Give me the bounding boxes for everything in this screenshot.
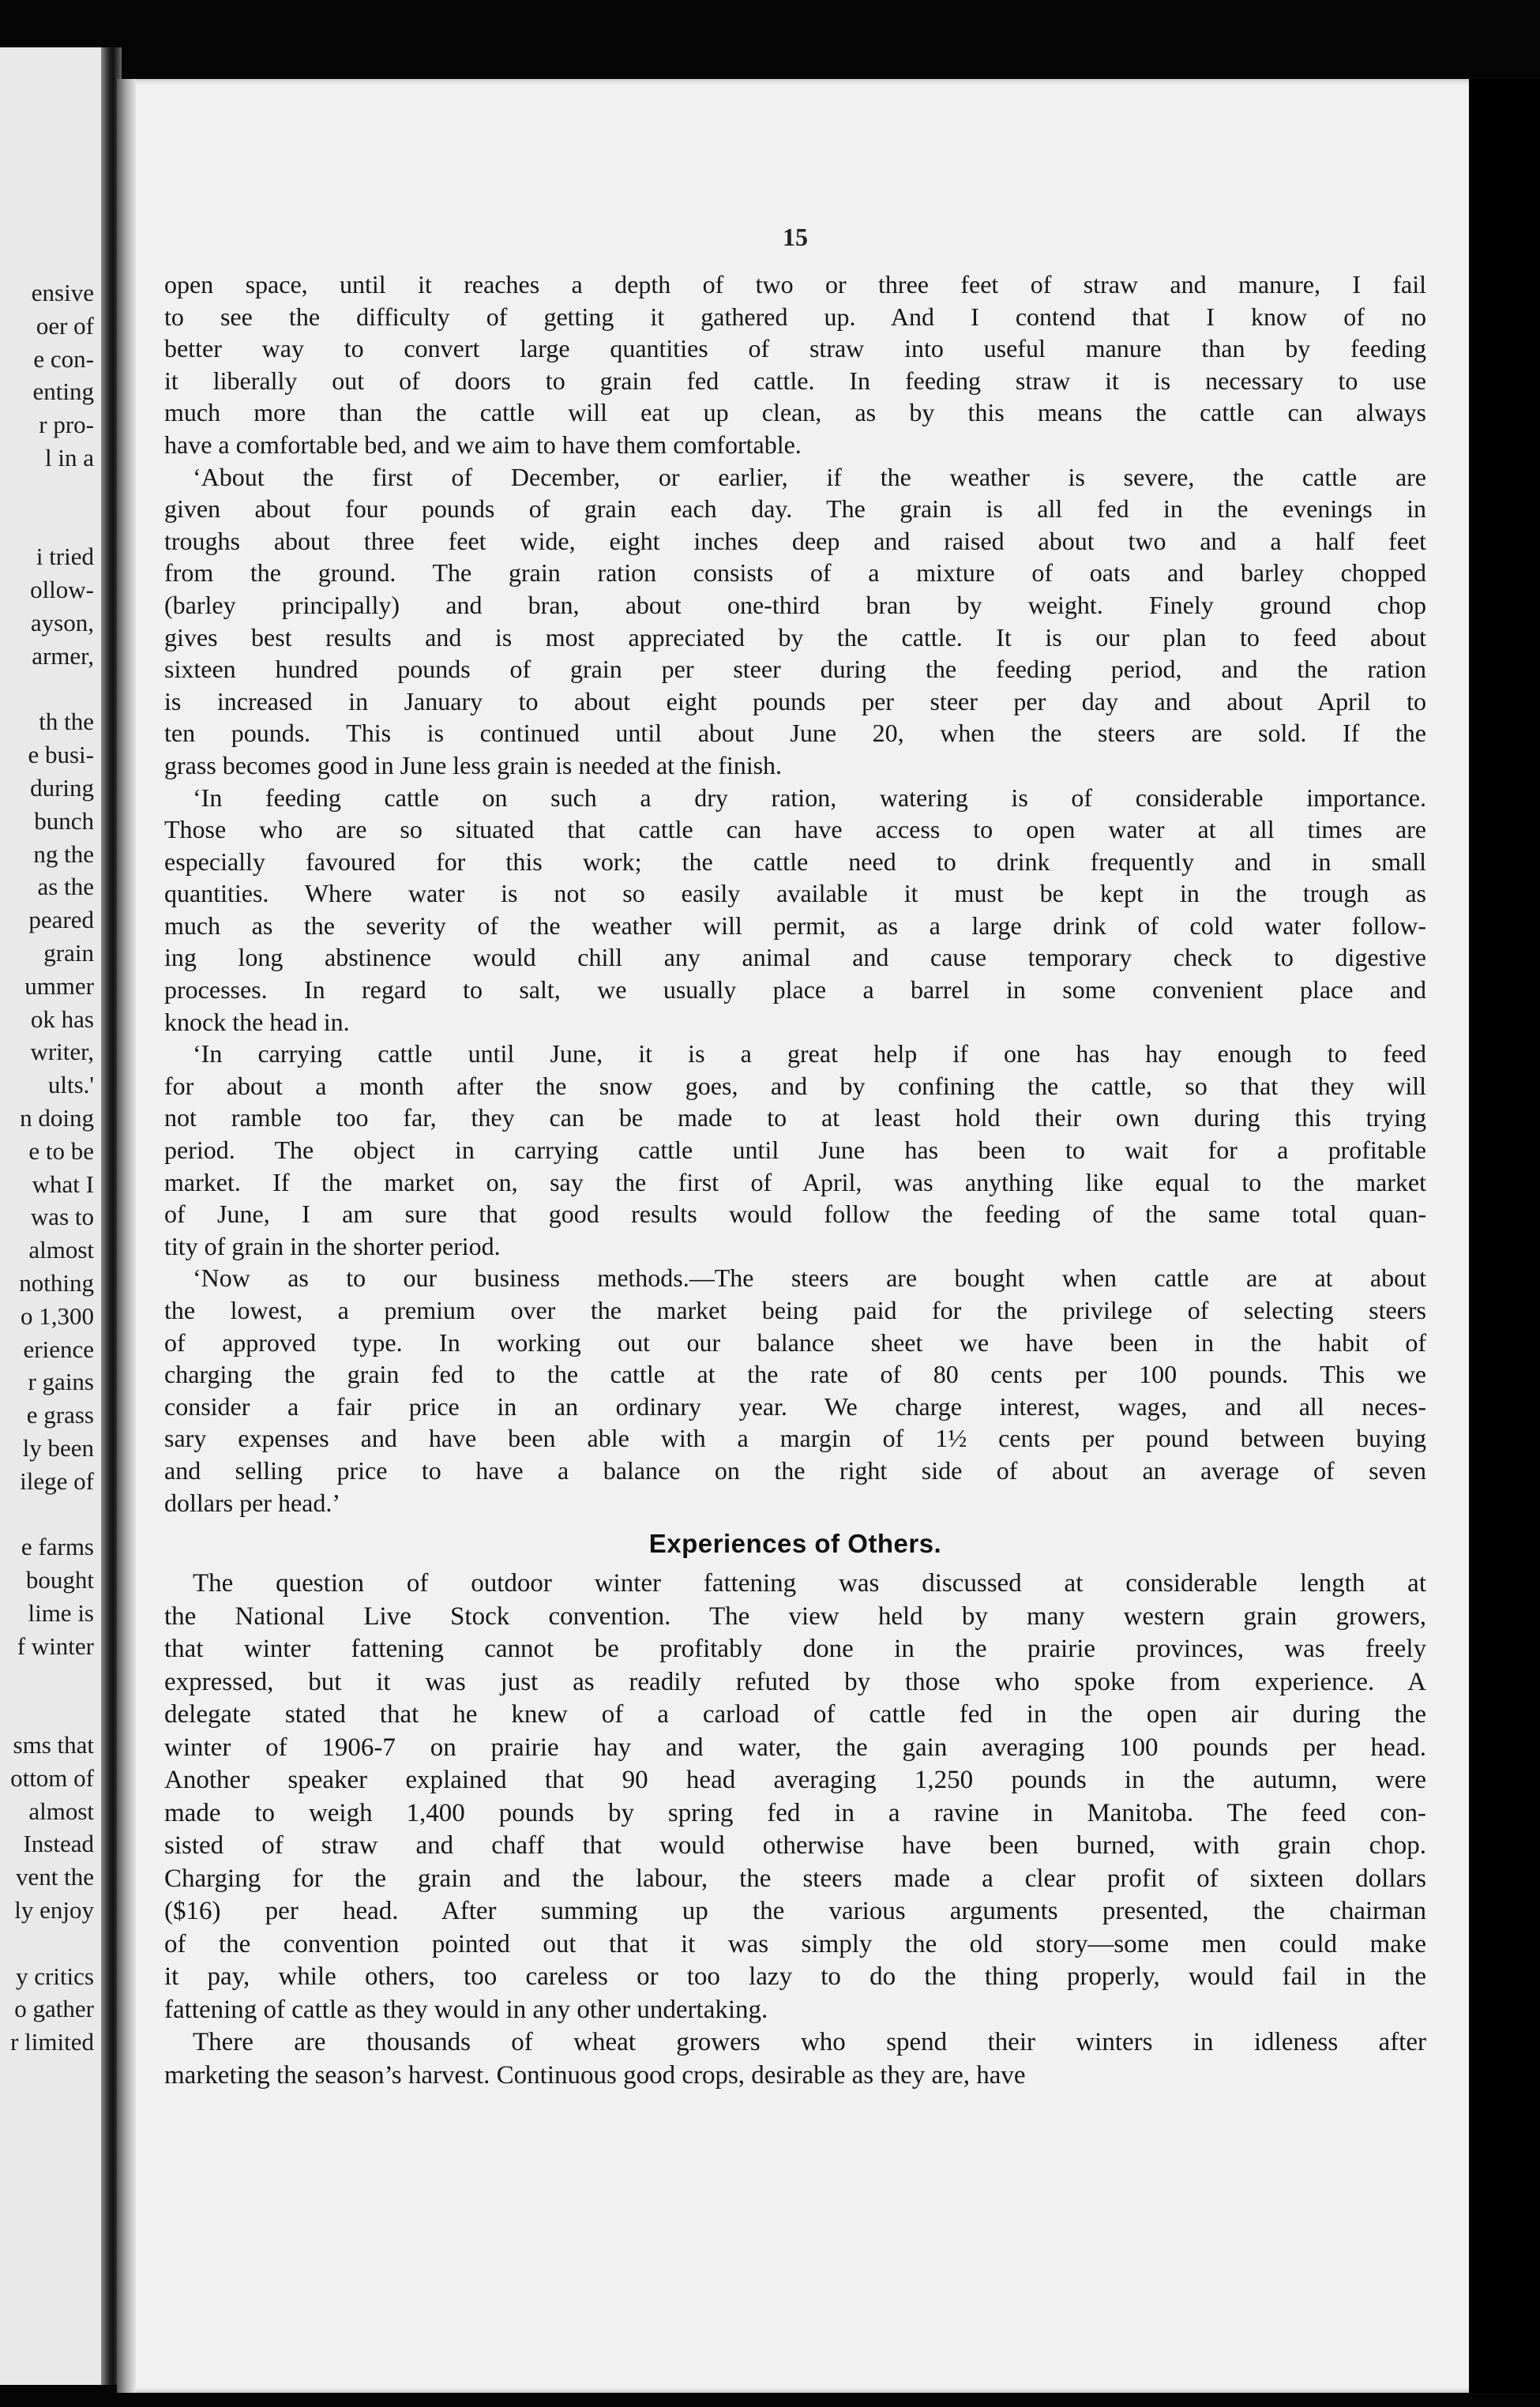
- fragment-line: th the: [39, 708, 94, 736]
- fragment-line: ollow-: [30, 576, 94, 604]
- fragment-line: vent the: [16, 1863, 94, 1891]
- text-line: ing long abstinence would chill any animal and cause temporary check to digestive: [164, 943, 1426, 972]
- text-line: that winter fattening cannot be profitably done in the prairie provinces, was freely: [164, 1635, 1426, 1664]
- fragment-line: was to: [30, 1203, 94, 1231]
- text-line: (barley principally) and bran, about one-third bran by weight. Finely ground chop: [164, 590, 1426, 619]
- fragment-line: ummer: [24, 971, 94, 1000]
- fragment-line: Instead: [23, 1830, 94, 1858]
- previous-page-text: [0, 276, 94, 2059]
- text-line: from the ground. The grain ration consists of a mixture of oats and barley chopped: [164, 558, 1426, 588]
- text-line: winter of 1906-7 on prairie hay and water, the gain averaging 100 pounds per head.: [164, 1733, 1426, 1762]
- fragment-line: enting: [32, 377, 94, 406]
- text-line: fattening of cattle as they would in any other undertaking.: [164, 1995, 768, 2024]
- text-line: it pay, while others, too careless or too lazy to do the thing properly, would fail in the: [164, 1962, 1426, 1992]
- paragraph: [164, 2026, 1426, 2092]
- fragment-line: e farms: [21, 1533, 94, 1561]
- page-body: [164, 268, 1426, 2092]
- fragment-line: r limited: [10, 2028, 94, 2056]
- paragraph: [164, 268, 1426, 461]
- fragment-line: what I: [32, 1170, 94, 1198]
- text-line: delegate stated that he knew of a carload of cattle fed in the open air during the: [164, 1700, 1426, 1729]
- fragment-line: i tried: [36, 543, 94, 571]
- fragment-line: f winter: [17, 1632, 94, 1660]
- fragment-line: l in a: [45, 443, 94, 471]
- fragment-line: [0, 1695, 94, 1729]
- text-line: sisted of straw and chaff that would otherwise have been burned, with grain chop.: [164, 1831, 1426, 1861]
- text-line: The question of outdoor winter fattening was discussed at considerable length at: [193, 1569, 1426, 1598]
- fragment-line: lime is: [28, 1598, 94, 1627]
- text-line: open space, until it reaches a depth of two or three feet of straw and manure, I fail: [164, 270, 1426, 299]
- text-line: processes. In regard to salt, we usually place a barrel in some convenient place and: [164, 975, 1426, 1004]
- section-experiences-of-others: [164, 1568, 1426, 2092]
- fragment-line: e grass: [26, 1401, 94, 1429]
- paragraph: [164, 1262, 1426, 1519]
- fragment-line: almost: [28, 1797, 94, 1825]
- fragment-line: o gather: [14, 1995, 94, 2023]
- fragment-line: e to be: [28, 1136, 94, 1165]
- text-line: much as the severity of the weather will permit, as a large drink of cold water follow-: [164, 911, 1426, 940]
- scan-background: [1469, 79, 1540, 2393]
- fragment-line: [0, 1927, 94, 1960]
- text-line: troughs about three feet wide, eight inches deep and raised about two and a half feet: [164, 526, 1426, 555]
- fragment-line: nothing: [19, 1268, 94, 1297]
- text-line: charging the grain fed to the cattle at the rate of 80 cents per 100 pounds. This we: [164, 1360, 1426, 1389]
- text-line: tity of grain in the shorter period.: [164, 1231, 501, 1260]
- text-line: Another speaker explained that 90 head averaging 1,250 pounds in the autumn, were: [164, 1766, 1426, 1795]
- fragment-line: ilege of: [20, 1466, 94, 1495]
- fragment-line: e con-: [33, 344, 94, 373]
- section-business-methods: [164, 268, 1426, 1519]
- text-line: made to weigh 1,400 pounds by spring fed in a ravine in Manitoba. The feed con-: [164, 1798, 1426, 1827]
- fragment-line: grain: [43, 938, 94, 967]
- text-line: and selling price to have a balance on the right side of about an average of seven: [164, 1455, 1426, 1485]
- book-page: [117, 79, 1469, 2393]
- text-line: the National Live Stock convention. The view held by many western grain growers,: [164, 1602, 1426, 1631]
- text-line: to see the difficulty of getting it gathered up. And I contend that I know of no: [164, 302, 1426, 331]
- text-line: especially favoured for this work; the cattle need to drink frequently and in small: [164, 847, 1426, 876]
- fragment-line: sms that: [13, 1731, 94, 1759]
- text-line: knock the head in.: [164, 1007, 350, 1036]
- text-line: have a comfortable bed, and we aim to have them comfortable.: [164, 430, 802, 459]
- fragment-line: ly been: [22, 1433, 94, 1462]
- text-line: ‘Now as to our business methods.—The steers are bought when cattle are at about: [193, 1264, 1426, 1293]
- fragment-line: o 1,300: [21, 1301, 94, 1330]
- fragment-line: as the: [37, 873, 94, 901]
- section-heading: Experiences of Others.: [648, 1529, 942, 1559]
- text-line: Those who are so situated that cattle can have access to open water at all times are: [164, 815, 1426, 844]
- fragment-line: e busi-: [28, 741, 94, 769]
- fragment-line: ayson,: [30, 608, 94, 636]
- text-line: much more than the cattle will eat up clean, as by this means the cattle can always: [164, 398, 1426, 427]
- text-line: ten pounds. This is continued until about June 20, when the steers are sold. If the: [164, 719, 1426, 748]
- text-line: not ramble too far, they can be made to at least hold their own during this trying: [164, 1103, 1426, 1132]
- fragment-line: ly enjoy: [14, 1896, 94, 1924]
- text-line: expressed, but it was just as readily refuted by those who spoke from experience. A: [164, 1667, 1426, 1696]
- text-line: better way to convert large quantities of straw into useful manure than by feeding: [164, 334, 1426, 363]
- fragment-line: ults.': [47, 1071, 94, 1099]
- fragment-line: bunch: [34, 806, 94, 835]
- fragment-line: ng the: [33, 839, 94, 868]
- fragment-line: erience: [23, 1335, 94, 1363]
- text-line: quantities. Where water is not so easily available it must be kept in the trough as: [164, 879, 1426, 908]
- fragment-line: r gains: [28, 1368, 94, 1396]
- fragment-line: armer,: [32, 641, 94, 670]
- text-line: given about four pounds of grain each day. The grain is all fed in the evenings in: [164, 494, 1426, 524]
- text-line: grass becomes good in June less grain is needed at the finish.: [164, 750, 783, 779]
- fragment-line: bought: [25, 1566, 94, 1594]
- text-line: of June, I am sure that good results would follow the feeding of the same total quan-: [164, 1200, 1426, 1229]
- fragment-line: ottom of: [10, 1763, 94, 1792]
- fragment-line: ensive: [31, 279, 94, 306]
- text-line: ‘About the first of December, or earlier, if the weather is severe, the cattle are: [193, 462, 1426, 491]
- fragment-line: almost: [28, 1236, 94, 1264]
- text-line: ‘In carrying cattle until June, it is a great help if one has hay enough to feed: [193, 1039, 1426, 1068]
- text-line: for about a month after the snow goes, and by confining the cattle, so that they will: [164, 1071, 1426, 1100]
- fragment-line: peared: [28, 906, 94, 934]
- fragment-line: ok has: [30, 1004, 94, 1033]
- text-line: is increased in January to about eight pounds per steer per day and about April to: [164, 686, 1426, 715]
- text-line: sixteen hundred pounds of grain per steer during the feeding period, and the ration: [164, 655, 1426, 684]
- fragment-line: [0, 1662, 94, 1695]
- fragment-line: r pro-: [39, 411, 94, 439]
- text-line: of the convention pointed out that it was simply the old story—some men could make: [164, 1929, 1426, 1958]
- text-line: There are thousands of wheat growers who spend their winters in idleness after: [193, 2028, 1426, 2057]
- text-line: ‘In feeding cattle on such a dry ration, watering is of considerable importance.: [193, 783, 1426, 812]
- fragment-line: writer,: [30, 1038, 94, 1066]
- fragment-line: [0, 673, 94, 706]
- text-line: it liberally out of doors to grain fed cattle. In feeding straw it is necessary to use: [164, 366, 1426, 395]
- text-line: the lowest, a premium over the market being paid for the privilege of selecting steers: [164, 1296, 1426, 1324]
- text-line: marketing the season’s harvest. Continuous good crops, desirable as they are, have: [164, 2060, 1026, 2090]
- text-line: Charging for the grain and the labour, the steers made a clear profit of sixteen dollars: [164, 1864, 1426, 1893]
- fragment-line: n doing: [20, 1103, 94, 1132]
- paragraph: [164, 782, 1426, 1038]
- text-line: consider a fair price in an ordinary year. We charge interest, wages, and all neces-: [164, 1391, 1426, 1421]
- page-binding-edge: [117, 79, 136, 2393]
- paragraph: [164, 1038, 1426, 1262]
- previous-page-fragment: [0, 47, 107, 2385]
- fragment-line: [0, 475, 94, 508]
- text-line: gives best results and is most appreciated by the cattle. It is our plan to feed about: [164, 622, 1426, 652]
- fragment-line: [0, 508, 94, 541]
- text-line: period. The object in carrying cattle until June has been to wait for a profitable: [164, 1136, 1426, 1165]
- text-line: ($16) per head. After summing up the various arguments presented, the chairman: [164, 1897, 1426, 1926]
- text-line: market. If the market on, say the first of April, was anything like equal to the market: [164, 1167, 1426, 1196]
- fragment-line: during: [30, 773, 94, 802]
- text-line: sary expenses and have been able with a margin of 1½ cents per pound between buying: [164, 1424, 1426, 1453]
- paragraph: [164, 1568, 1426, 2026]
- text-line: of approved type. In working out our balance sheet we have been in the habit of: [164, 1327, 1426, 1357]
- page-number: 15: [783, 223, 808, 251]
- fragment-line: oer of: [36, 311, 94, 340]
- text-line: dollars per head.’: [164, 1488, 341, 1517]
- fragment-line: [0, 1497, 94, 1530]
- paragraph: [164, 461, 1426, 782]
- fragment-line: y critics: [16, 1962, 94, 1990]
